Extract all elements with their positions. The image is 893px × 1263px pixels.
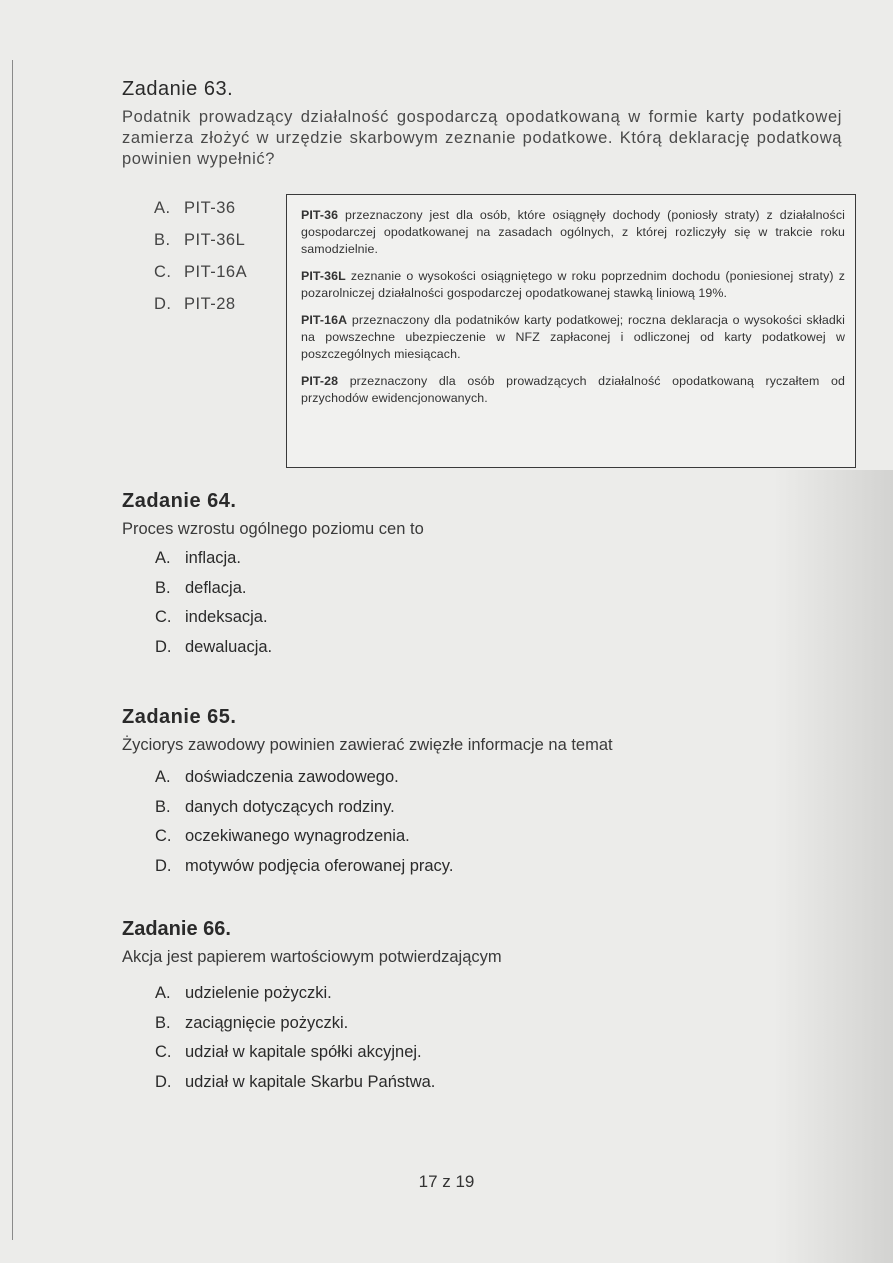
answer-option-d[interactable]: D. udział w kapitale Skarbu Państwa.: [155, 1072, 436, 1091]
answer-option-c[interactable]: C. oczekiwanego wynagrodzenia.: [155, 827, 410, 845]
answer-options: [122, 768, 842, 886]
task-title: Zadanie 64.: [122, 490, 237, 512]
task-65: [122, 706, 842, 886]
answer-option-c[interactable]: C. PIT-16A: [154, 263, 248, 281]
info-item: PIT-16A przeznaczony dla podatników karty podatkowej; roczna deklaracja o wysokości składki na powszechne ubezpieczenie w NFZ zapłaconej i odliczonej od karty podatkowej w poszczególnych miesiącach.: [301, 313, 845, 361]
answer-options: [122, 984, 842, 1102]
answer-option-b[interactable]: B. deflacja.: [155, 578, 247, 597]
margin-line: [12, 60, 13, 1240]
task-66: [122, 918, 842, 1102]
answer-option-b[interactable]: B. PIT-36L: [154, 231, 246, 249]
answer-option-d[interactable]: D. PIT-28: [154, 295, 236, 313]
answer-option-c[interactable]: C. udział w kapitale spółki akcyjnej.: [155, 1043, 422, 1061]
answer-options: [122, 549, 842, 667]
task-title: Zadanie 65.: [122, 706, 237, 728]
task-question: Proces wzrostu ogólnego poziomu cen to: [122, 520, 424, 538]
task-title: Zadanie 63.: [122, 78, 234, 100]
page-number: 17 z 19: [418, 1172, 475, 1191]
answer-option-b[interactable]: B. danych dotyczących rodziny.: [155, 797, 395, 816]
task-64: [122, 490, 842, 667]
task-question: Podatnik prowadzący działalność gospodarczą opodatkowaną w formie karty podatkowej zamierza złożyć w urzędzie skarbowym zeznanie podatkowe. Którą deklarację podatkową powinien wypełnić?: [122, 108, 842, 168]
answer-options: [154, 199, 247, 327]
answer-option-b[interactable]: B. zaciągnięcie pożyczki.: [155, 1013, 349, 1032]
answer-option-d[interactable]: D. motywów podjęcia oferowanej pracy.: [155, 856, 454, 875]
answer-option-a[interactable]: A. udzielenie pożyczki.: [155, 984, 332, 1002]
task-question: Akcja jest papierem wartościowym potwierdzającym: [122, 948, 502, 966]
task-title: Zadanie 66.: [122, 918, 231, 940]
answer-option-a[interactable]: A. doświadczenia zawodowego.: [155, 768, 399, 786]
info-box: [286, 194, 856, 468]
answer-option-d[interactable]: D. dewaluacja.: [155, 637, 273, 656]
answer-option-a[interactable]: A. inflacja.: [155, 549, 241, 567]
task-question: Życiorys zawodowy powinien zawierać zwięzłe informacje na temat: [122, 736, 613, 754]
answer-option-a[interactable]: A. PIT-36: [154, 199, 236, 217]
info-item: PIT-36L zeznanie o wysokości osiągniętego w roku poprzednim dochodu (poniesionej straty) z pozarolniczej działalności gospodarczej opodatkowanej stawką liniową 19%.: [301, 269, 845, 300]
info-item: PIT-36 przeznaczony jest dla osób, które osiągnęły dochody (poniosły straty) z działalności gospodarczej opodatkowanej na zasadach ogólnych, z której rozliczyły się w trakcie roku samodzielnie.: [301, 208, 845, 256]
info-item: PIT-28 przeznaczony dla osób prowadzących działalność opodatkowaną ryczałtem od przychodów ewidencjonowanych.: [301, 374, 845, 405]
answer-option-c[interactable]: C. indeksacja.: [155, 608, 268, 626]
